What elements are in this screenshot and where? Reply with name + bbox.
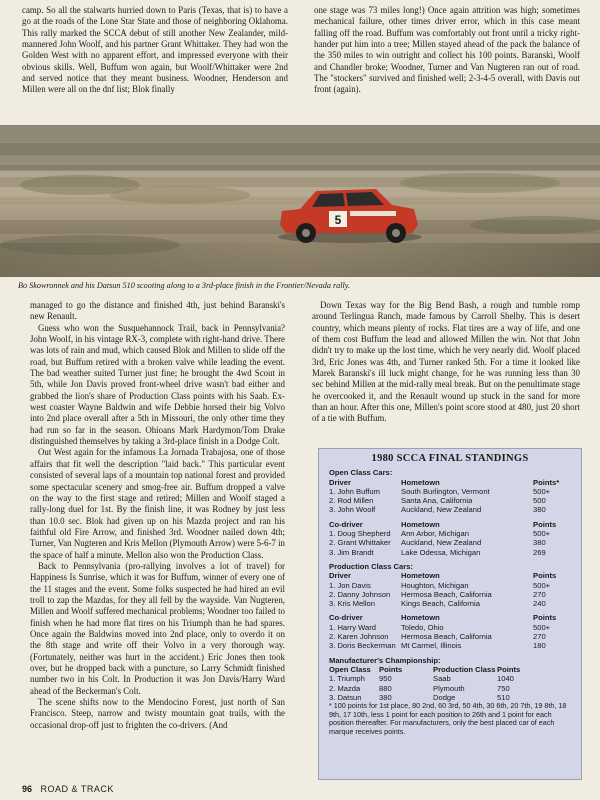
article-column-top-right [314, 5, 580, 96]
paragraph: Out West again for the infamous La Jornada Trabajosa, one of those affairs that fit well the description "laid back." This particular event consisted of several laps of a mountain top national forest and provided some spectacular scenery and smog-free air. Buffum dropped a valve on the way to the first stage and retired; Millen and Woolf staged a rally-long duel for 1st. By the finish line, it was Rodney by just less than 10.0 sec. Blok had given up on his Mazda project and ran his faithful old Fire Arrow, and finished 3rd. Woodner nailed down 4th; Turner, Van Nugteren and Kris Mellon (Plymouth Arrow) were 5-6-7 in the space of half a minute. Mellon also won the Production Class. [30, 447, 285, 560]
article-column-top-left [22, 5, 288, 96]
table-cell: 3. Jim Brandt [329, 547, 374, 557]
paragraph: Back to Pennsylvania (pro-rallying involves a lot of travel) for Happiness Is Sunrise, which it was for Buffum, winner of every one of the 11 stages and the event. Some folks suspected he had hired an evil troll to zap the Mazdas, for they all fell by the wayside. Van Nugteren, Millen and Woolf suffered mechanical problems; Woodner too failed to finish when he had more flat tires on his Triumph than he had spares. Once again the Baldwins moved into 2nd place, only to overdo it on the 8th stage and write off their Volvo in a very thorough way. (Fortunately, neither was hurt in the accident.) Eric Jones then took over, but he dropped back with a puncture, so Larry Schmidt finished number two in his Colt. In Production it was Jon Davis/Harry Ward ahead of the Beckerman's Colt. [30, 560, 285, 696]
table-cell: Saab [433, 674, 451, 684]
table-cell: 510 [497, 692, 510, 702]
open-class-header: Open Class [329, 664, 371, 674]
points-header: Points [533, 571, 557, 581]
photo-caption: Bo Skowronnek and his Datsun 510 scooting along to a 3rd-place finish in the Frontier/Nevada rally. [18, 281, 351, 290]
table-cell: Auckland, New Zealand [401, 538, 482, 548]
table-cell: Houghton, Michigan [401, 580, 469, 590]
paragraph: camp. So all the stalwarts hurried down to Paris (Texas, that is) to have a go at the roads of the Lone Star State and those of neighboring Oklahoma. This rally marked the SCCA debut of still another New Zealander, mild-mannered John Woolf, and his partner Grant Whittaker. They had won the Golden West with no apparent effort, and impressed everyone with their obvious skills. Well, Buffum won again, but Woolf/Whittaker were 2nd and served notice that they meant business. Woodner, Henderson and Millen were all on the dnf list; Blok finally [22, 5, 288, 95]
hometown-header: Hometown [401, 477, 440, 487]
table-cell: 2. Karen Johnson [329, 632, 389, 642]
table-cell: Hermosa Beach, California [401, 589, 492, 599]
role-header: Driver [329, 571, 351, 581]
table-cell: 270 [533, 632, 546, 642]
paragraph: one stage was 73 miles long!) Once again attrition was high; sometimes mechanical failure, other times driver error, which in this case meant falling off the road. Buffum was comfortably out front until a tricky right-hander put him into a tree; Millen stayed ahead of the pack the balance of the 350 miles to win outright and collect his 100 points. Baranski, Woolf and Chandler broke; Woodner, Turner and Van Nugteren ran out of road. The "stockers" survived and finished well; 2-3-4-5 overall, with Davis out front (again). [314, 5, 580, 95]
table-cell: 2. Danny Johnson [329, 589, 391, 599]
standings-section-open-driver [329, 468, 581, 514]
table-cell: Ann Arbor, Michigan [401, 529, 469, 539]
table-cell: 500+ [533, 486, 551, 496]
table-cell: Dodge [433, 692, 456, 702]
paragraph: Down Texas way for the Big Bend Bash, a rough and tumble romp around Terlingua Ranch, made famous by Carroll Shelby. This is desert country, which means plenty of rocks. Flat tires are a way of life, and one of them cost Buffum the lead and allowed Millen the win. Not that John didn't try to make up the lost time, which he very nearly did. Woolf placed 3rd, Eric Jones was 4th, and Turner ranked 5th. For a time it looked like Marek Baranski's ill luck might change, for he was running less than 30 sec behind Millen at the mid-rally meal break. But on the penultimate stage he overcooked it, and the Renault wound up stuck in the sand for more than an hour. After this one, Millen's point score stood at 480, just 20 short of a tie with Buffum. [312, 300, 580, 424]
table-cell: 269 [533, 547, 546, 557]
table-cell: 500+ [533, 580, 551, 590]
table-cell: 180 [533, 641, 546, 651]
table-cell: 1. Harry Ward [329, 622, 376, 632]
table-cell: 240 [533, 599, 546, 609]
points-header: Points [533, 613, 557, 623]
points-header: Points [497, 664, 521, 674]
section-category: Production Class Cars: [329, 561, 413, 571]
table-cell: 500+ [533, 529, 551, 539]
role-header: Driver [329, 477, 351, 487]
table-cell: 380 [379, 692, 392, 702]
article-column-mid-right [312, 300, 580, 425]
standings-section-open-codriver [329, 520, 581, 557]
table-cell: 2. Grant Whittaker [329, 538, 391, 548]
table-cell: 3. Doris Beckerman [329, 641, 396, 651]
hometown-header: Hometown [401, 519, 440, 529]
table-cell: 3. Kris Mellon [329, 599, 376, 609]
points-header: Points [533, 519, 557, 529]
table-cell: 750 [497, 683, 510, 693]
table-cell: Santa Ana, California [401, 496, 473, 506]
section-category: Open Class Cars: [329, 468, 393, 478]
table-cell: 500+ [533, 622, 551, 632]
table-cell: Hermosa Beach, California [401, 632, 492, 642]
table-cell: Kings Beach, California [401, 599, 480, 609]
manufacturers-table [329, 665, 581, 702]
table-cell: 1. Doug Shepherd [329, 529, 391, 539]
magazine-name: ROAD & TRACK [40, 784, 114, 794]
production-class-header: Production Class [433, 664, 496, 674]
role-header: Co-driver [329, 519, 363, 529]
table-cell: Toledo, Ohio [401, 622, 444, 632]
table-cell: 3. John Woolf [329, 505, 376, 515]
table-cell: 270 [533, 589, 546, 599]
table-cell: 2. Mazda [329, 683, 361, 693]
table-cell: 1. Jon Davis [329, 580, 371, 590]
table-cell: Lake Odessa, Michigan [401, 547, 481, 557]
table-cell: 1040 [497, 674, 514, 684]
role-header: Co-driver [329, 613, 363, 623]
paragraph: Guess who won the Susquehannock Trail, back in Pennsylvania? John Woolf, in his vintage RX-3, complete with right-hand drive. There was lots of rain and mud, which caused Blok and Millen to slide off the road, but Buffum retired with a broken valve while leading the event. The bad weather suited Turner just fine; he brought the 4wd Scout in 5th, while Jon Davis proved front-wheel drive wasn't bad either and grabbed the lion's share of Production Class points with his Saab. Ex-west coaster Wayne Baldwin and wife Debbie horsed their big Volvo into 2nd place overall after a 5th in Missouri, the only other time they had run so far in the season. Ohioans Mark Hardymon/Tom Drake distinguished themselves by taking a 3rd-place finish in a Dodge Colt. [30, 322, 285, 447]
hometown-header: Hometown [401, 613, 440, 623]
table-cell: Auckland, New Zealand [401, 505, 482, 515]
rally-car-photo [0, 125, 600, 277]
points-header: Points* [533, 477, 560, 487]
points-header: Points [379, 664, 403, 674]
final-standings-box [318, 448, 582, 780]
table-cell: Mt Carmel, Illinois [401, 641, 462, 651]
rally-car-illustration [0, 125, 600, 277]
manufacturers-title: Manufacturer's Championship: [329, 655, 441, 665]
table-cell: 2. Rod Millen [329, 496, 374, 506]
hometown-header: Hometown [401, 571, 440, 581]
table-cell: 880 [379, 683, 392, 693]
table-cell: 380 [533, 538, 546, 548]
table-cell: 380 [533, 505, 546, 515]
table-cell: Plymouth [433, 683, 465, 693]
standings-section-production-driver [329, 562, 581, 608]
standings-section-production-codriver [329, 613, 581, 650]
paragraph: The scene shifts now to the Mendocino Forest, just north of San Francisco. Steep, narrow and twisty mountain goat trails, with the occasional drop-off just to frighten the co-drivers. (And [30, 697, 285, 730]
table-cell: 500 [533, 496, 546, 506]
page-number: 96 [22, 784, 33, 794]
page-footer [22, 784, 114, 794]
points-footnote: * 100 points for 1st place, 80 2nd, 60 3rd, 50 4th, 30 6th, 20 7th, 19 8th, 18 9th, 17 10th, less 1 point for each position to 26th and 1 point for each position thereafter. For manufacturers, only the best placed car of each marque receives points. [329, 701, 567, 736]
table-cell: 950 [379, 674, 392, 684]
door-number: 5 [334, 213, 342, 227]
table-cell: 3. Datsun [329, 692, 362, 702]
article-column-mid-left [30, 300, 285, 731]
paragraph: managed to go the distance and finished 4th, just behind Baranski's new Renault. [30, 300, 285, 322]
table-cell: South Burlington, Vermont [401, 486, 490, 496]
table-cell: 1. Triumph [329, 674, 365, 684]
standings-title: 1980 SCCA FINAL STANDINGS [371, 453, 529, 464]
table-cell: 1. John Buffum [329, 486, 380, 496]
